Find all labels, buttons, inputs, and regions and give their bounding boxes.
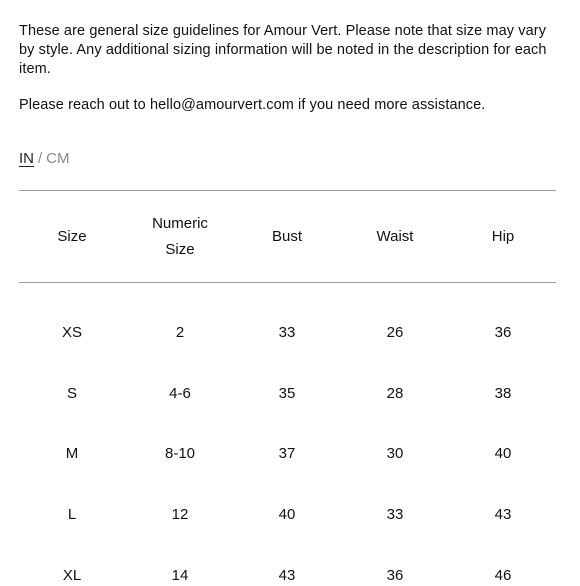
header-hip: Hip: [491, 228, 515, 245]
unit-separator: /: [38, 150, 43, 167]
header-numeric-line2: Size: [165, 241, 195, 258]
cell-waist: 28: [386, 385, 404, 402]
contact-paragraph: Please reach out to hello@amourvert.com if you need more assistance.: [19, 97, 486, 113]
cell-hip: 46: [494, 567, 512, 584]
unit-toggle: [19, 149, 70, 169]
table-header-divider: [19, 282, 556, 283]
header-size: Size: [57, 228, 87, 245]
cell-waist: 30: [386, 445, 404, 462]
cell-waist: 26: [386, 324, 404, 341]
cell-waist: 33: [386, 506, 404, 523]
cell-bust: 43: [278, 567, 296, 584]
cell-size: XS: [61, 324, 82, 341]
cell-size: L: [67, 506, 77, 523]
cell-waist: 36: [386, 567, 404, 584]
cell-bust: 40: [278, 506, 296, 523]
cell-numeric: 12: [171, 506, 189, 523]
header-bust: Bust: [271, 228, 302, 245]
table-row: [0, 384, 580, 404]
cell-bust: 33: [278, 324, 296, 341]
unit-cm-option[interactable]: CM: [46, 150, 70, 167]
cell-size: S: [66, 385, 77, 402]
cell-size: XL: [62, 567, 82, 584]
cell-hip: 43: [494, 506, 512, 523]
unit-in-option[interactable]: IN: [19, 150, 34, 167]
table-row: [0, 323, 580, 343]
cell-bust: 37: [278, 445, 296, 462]
header-waist: Waist: [376, 228, 414, 245]
cell-numeric: 14: [171, 567, 189, 584]
cell-numeric: 2: [175, 324, 185, 341]
header-numeric-line1: Numeric: [152, 215, 208, 232]
cell-hip: 36: [494, 324, 512, 341]
table-top-divider: [19, 190, 556, 191]
size-guide-intro: [19, 22, 564, 115]
table-row: [0, 505, 580, 525]
cell-numeric: 8-10: [164, 445, 196, 462]
cell-hip: 40: [494, 445, 512, 462]
table-row: [0, 444, 580, 464]
cell-hip: 38: [494, 385, 512, 402]
header-numeric-size: [127, 211, 234, 263]
cell-bust: 35: [278, 385, 296, 402]
cell-numeric: 4-6: [169, 385, 191, 402]
table-row: [0, 566, 580, 586]
cell-size: M: [65, 445, 79, 462]
intro-paragraph: These are general size guidelines for Amour Vert. Please note that size may vary by style. Any additional sizing information will be noted in the description for each item.: [19, 23, 547, 77]
